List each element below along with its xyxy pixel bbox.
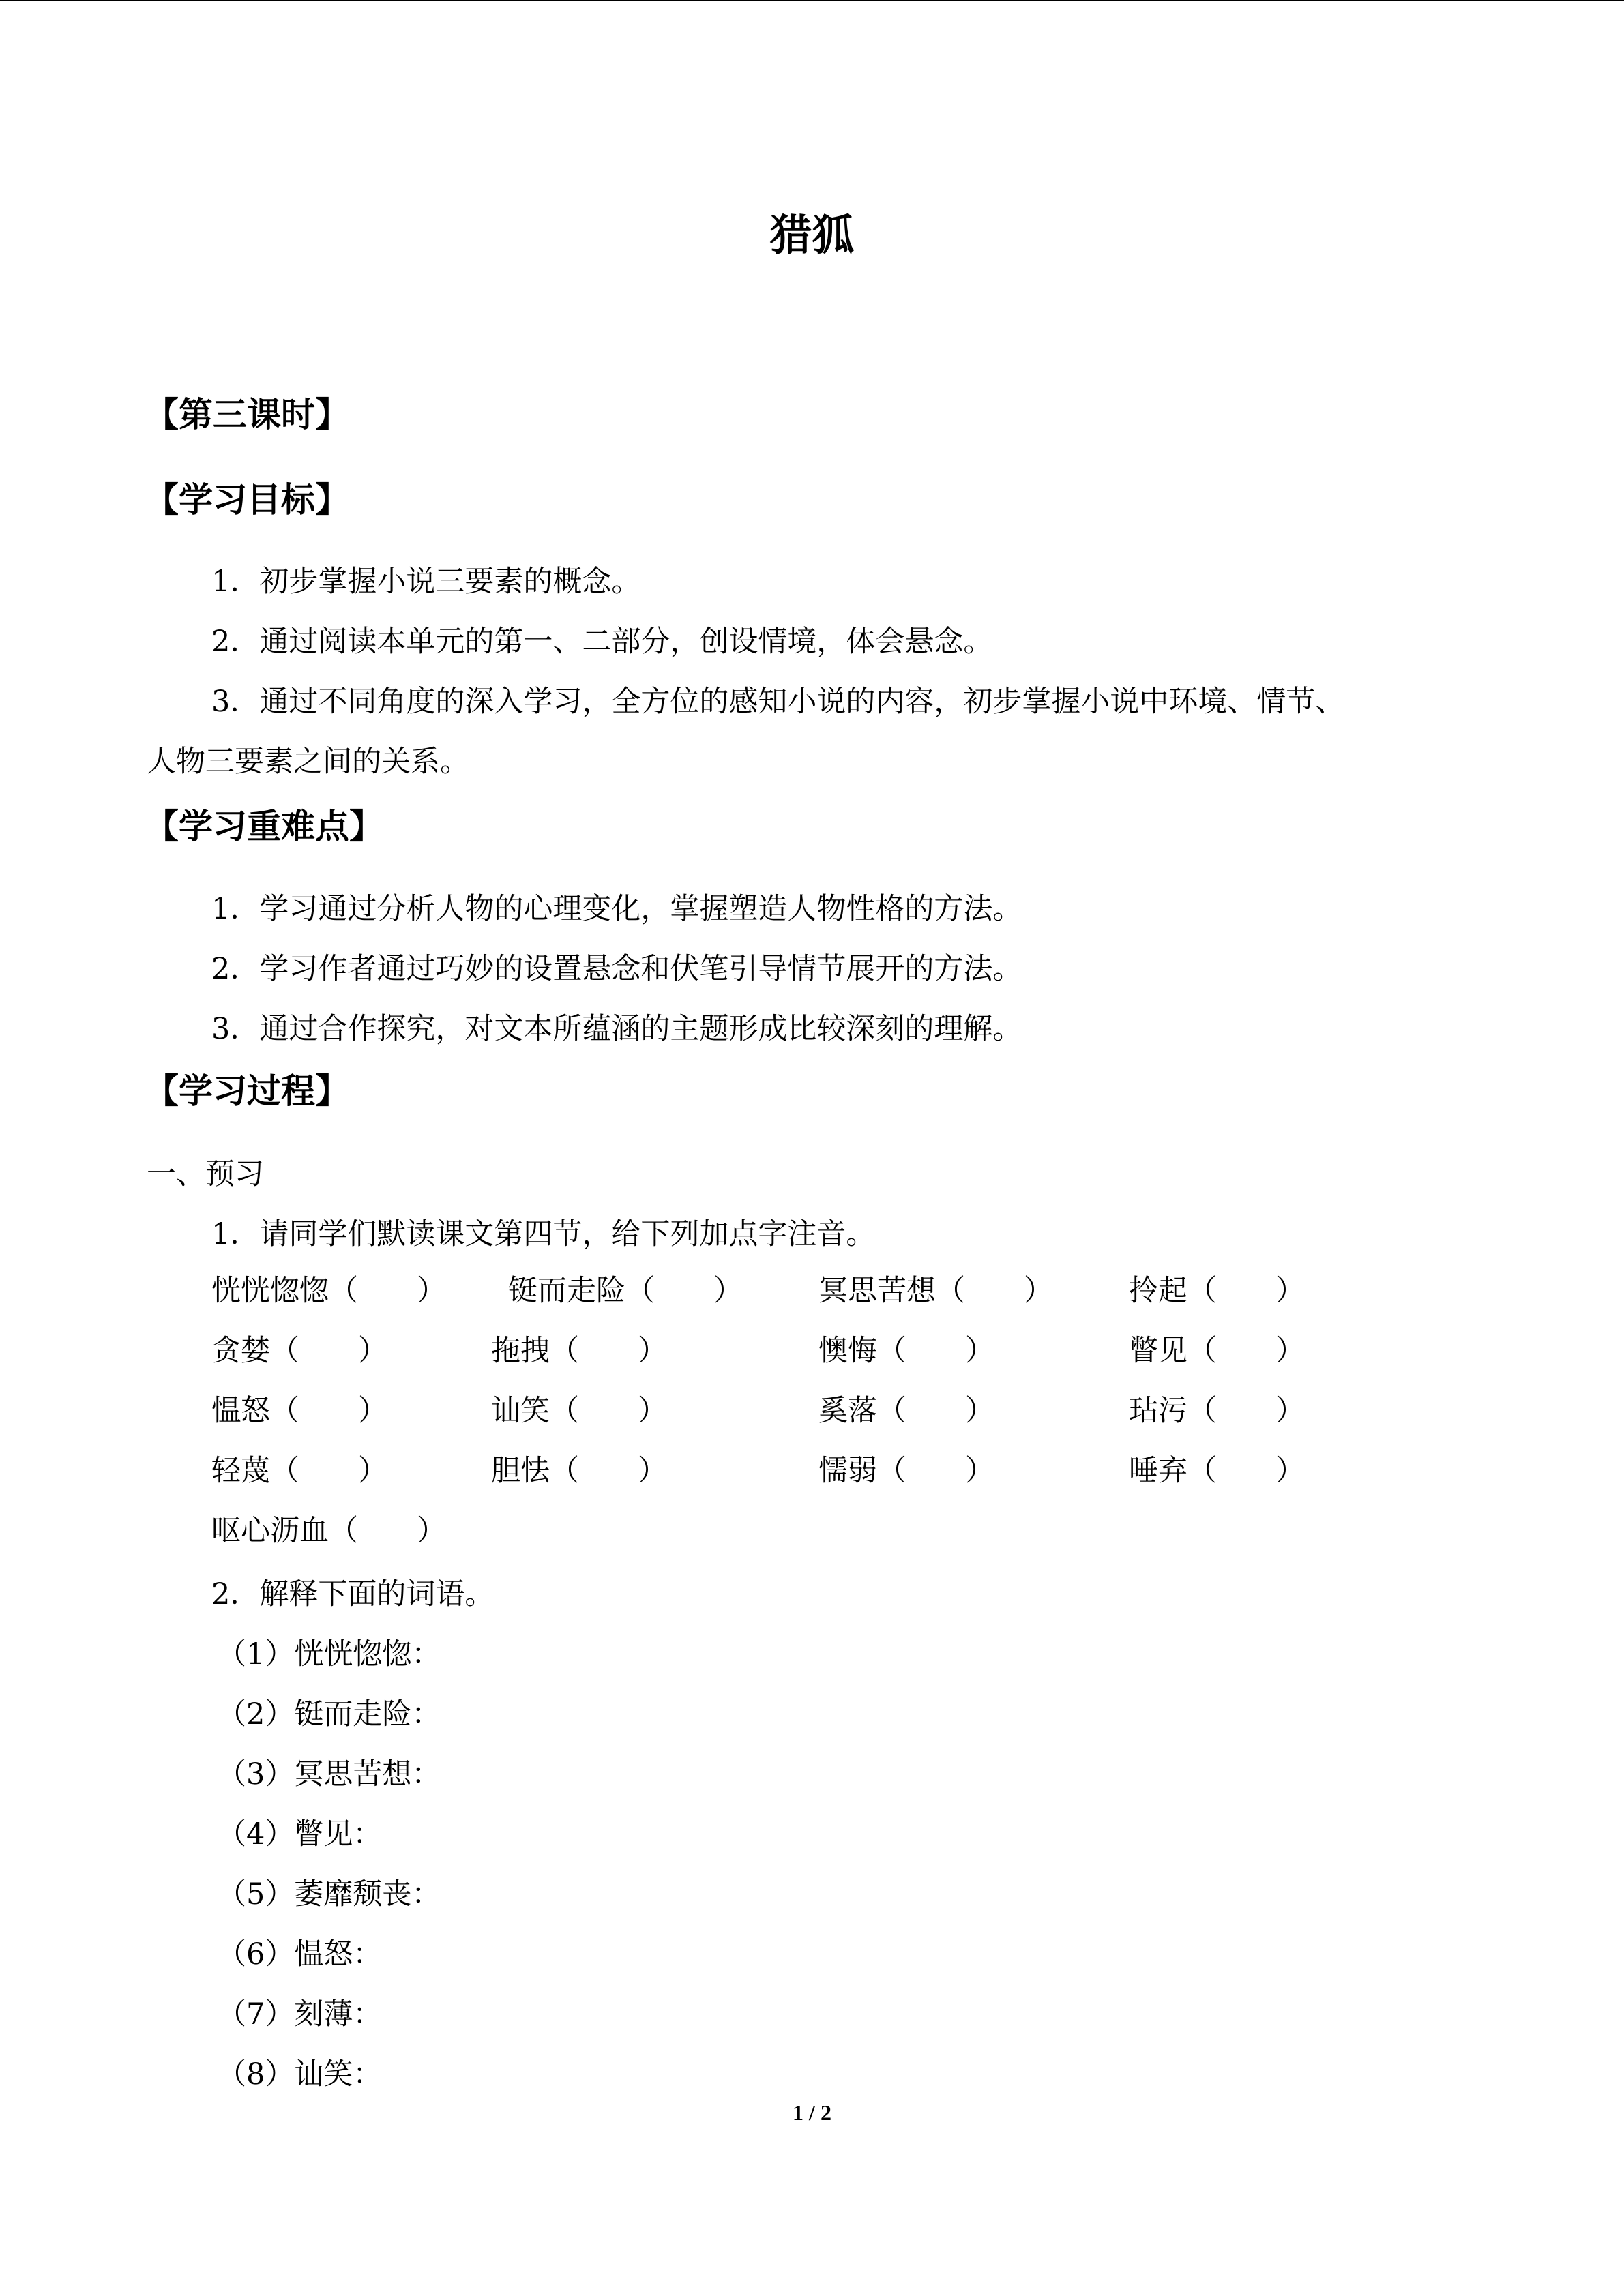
definition-item: （7）刻薄： <box>217 1997 383 2031</box>
pinyin-row <box>211 1510 1371 1570</box>
definition-item: （3）冥思苦想： <box>217 1757 441 1791</box>
section-heading-period: 【第三课时】 <box>145 395 349 434</box>
pinyin-item: 贪婪（ ） <box>211 1334 387 1368</box>
objective-item: 2．通过阅读本单元的第一、二部分，创设情境，体会悬念。 <box>211 625 993 659</box>
pinyin-item: 奚落（ ） <box>818 1394 994 1428</box>
pinyin-item: 瞥见（ ） <box>1129 1334 1305 1368</box>
section-heading-key-points: 【学习重难点】 <box>145 807 383 846</box>
objective-item: 1．初步掌握小说三要素的概念。 <box>211 565 641 599</box>
preview-heading: 一、预习 <box>147 1157 264 1191</box>
definition-item: （5）萎靡颓丧： <box>217 1877 441 1911</box>
key-point-item: 3．通过合作探究，对文本所蕴涵的主题形成比较深刻的理解。 <box>211 1012 1022 1046</box>
pinyin-item: 胆怯（ ） <box>491 1454 667 1488</box>
pinyin-item: 玷污（ ） <box>1129 1394 1305 1428</box>
key-point-item: 2．学习作者通过巧妙的设置悬念和伏笔引导情节展开的方法。 <box>211 952 1022 986</box>
pinyin-row <box>211 1390 1371 1450</box>
top-border <box>0 0 1624 1</box>
section-heading-objectives: 【学习目标】 <box>145 480 349 520</box>
pinyin-row <box>211 1450 1371 1510</box>
definition-item: （8）讪笑： <box>217 2057 383 2091</box>
definition-item: （4）瞥见： <box>217 1817 383 1851</box>
page-title: 猎狐 <box>769 210 855 260</box>
pinyin-item: 轻蔑（ ） <box>211 1454 387 1488</box>
pinyin-item: 拖拽（ ） <box>491 1334 667 1368</box>
pinyin-item: 铤而走险（ ） <box>508 1274 743 1308</box>
pinyin-row <box>211 1270 1371 1330</box>
preview-task-1: 1．请同学们默读课文第四节，给下列加点字注音。 <box>211 1217 876 1251</box>
definition-item: （2）铤而走险： <box>217 1697 441 1731</box>
pinyin-exercise-grid <box>211 1270 1371 1570</box>
key-point-item: 1．学习通过分析人物的心理变化，掌握塑造人物性格的方法。 <box>211 892 1022 926</box>
page-number: 1 / 2 <box>793 2100 831 2125</box>
objective-item: 3．通过不同角度的深入学习，全方位的感知小说的内容，初步掌握小说中环境、情节、 <box>211 685 1345 719</box>
pinyin-row <box>211 1330 1371 1390</box>
pinyin-item: 懊悔（ ） <box>818 1334 994 1368</box>
pinyin-item: 拎起（ ） <box>1129 1274 1305 1308</box>
pinyin-item: 讪笑（ ） <box>491 1394 667 1428</box>
preview-task-2: 2．解释下面的词语。 <box>211 1577 494 1611</box>
pinyin-item: 唾弃（ ） <box>1129 1454 1305 1488</box>
objective-item-continuation: 人物三要素之间的关系。 <box>147 745 469 779</box>
pinyin-item: 呕心沥血（ ） <box>211 1514 446 1548</box>
pinyin-item: 懦弱（ ） <box>818 1454 994 1488</box>
definition-item: （6）愠怒： <box>217 1937 383 1971</box>
section-heading-process: 【学习过程】 <box>145 1071 349 1111</box>
pinyin-item: 冥思苦想（ ） <box>818 1274 1053 1308</box>
definition-item: （1）恍恍惚惚： <box>217 1637 441 1671</box>
pinyin-item: 恍恍惚惚（ ） <box>211 1274 446 1308</box>
pinyin-item: 愠怒（ ） <box>211 1394 387 1428</box>
